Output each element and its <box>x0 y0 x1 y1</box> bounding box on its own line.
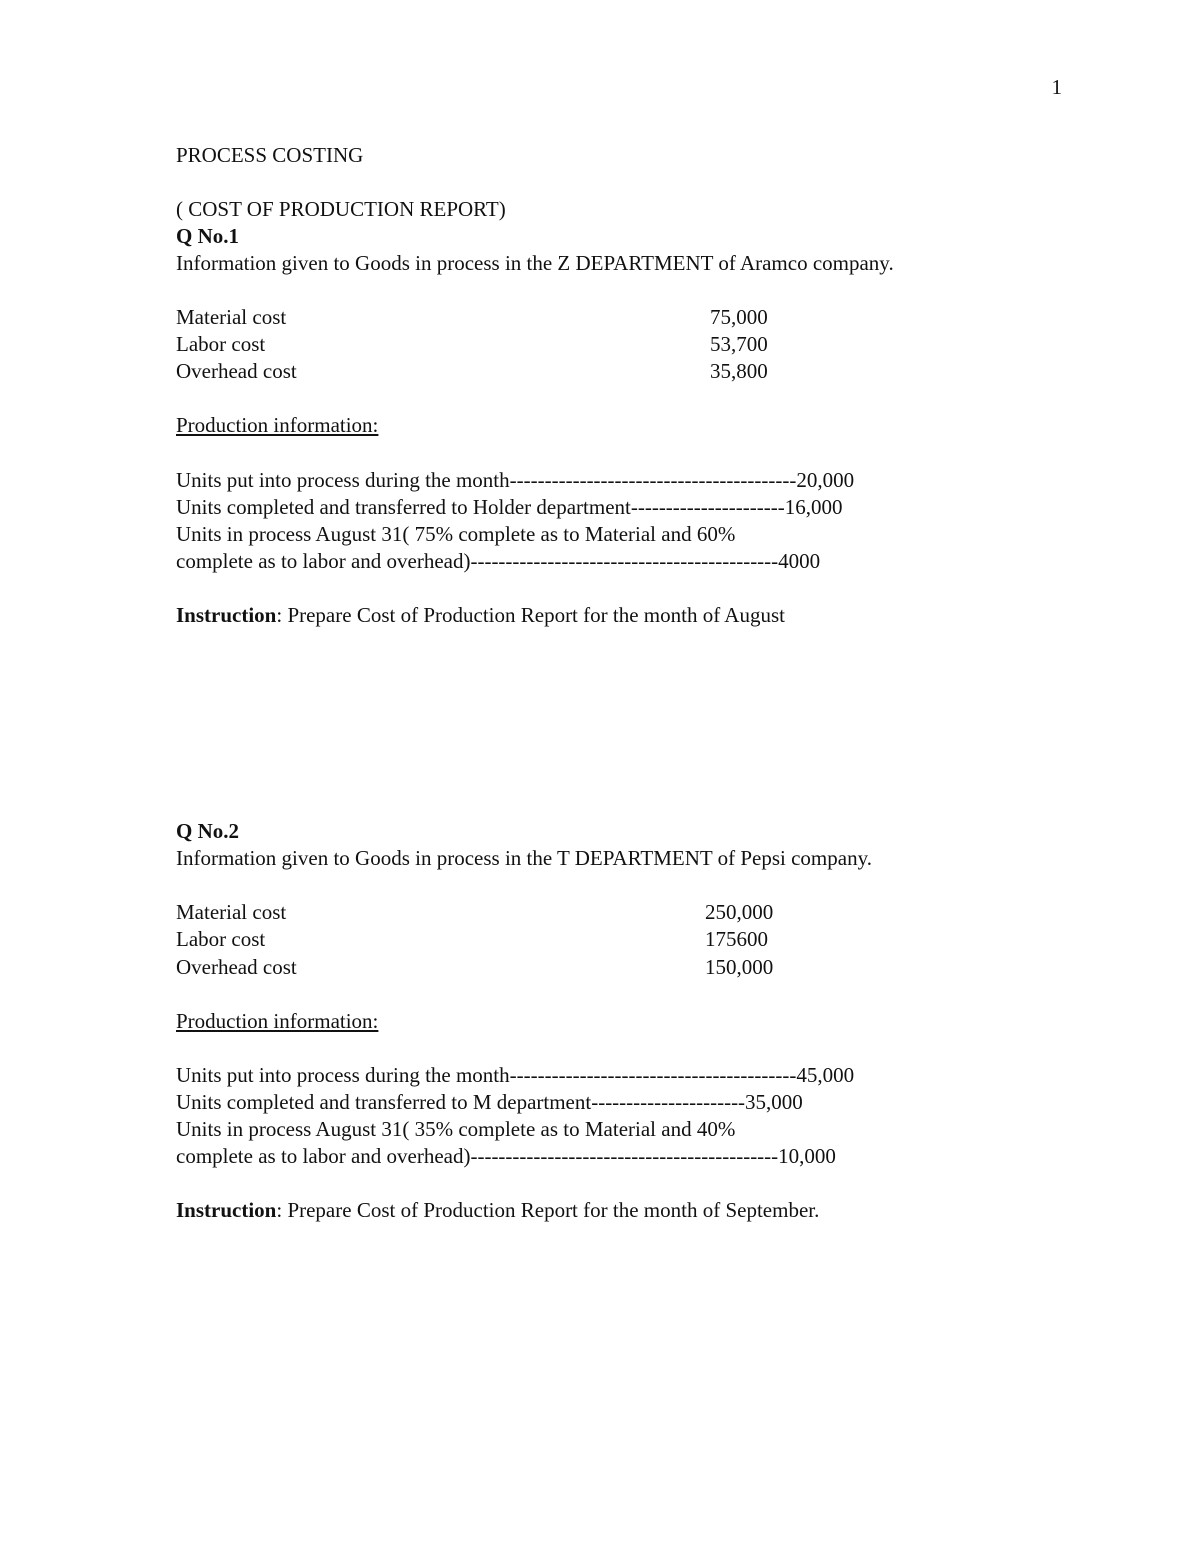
question-2-instruction <box>176 1197 819 1224</box>
question-1-instruction-label: Instruction <box>176 603 277 627</box>
question-1-label: Q No.1 <box>176 224 239 248</box>
question-1-overhead-cost-label: Overhead cost <box>176 359 297 383</box>
question-2-label: Q No.2 <box>176 819 239 843</box>
question-1-production-line: Units completed and transferred to Holder department----------------------16,000 <box>176 495 843 519</box>
question-1-labor-cost-label: Labor cost <box>176 332 266 356</box>
question-2-instruction-text: : Prepare Cost of Production Report for the month of September. <box>276 1198 820 1222</box>
question-1-labor-cost-value: 53,700 <box>710 332 768 356</box>
question-2-material-cost-label: Material cost <box>176 900 287 924</box>
question-1-material-cost-label: Material cost <box>176 305 287 329</box>
question-1-instruction-text: : Prepare Cost of Production Report for the month of August <box>276 603 785 627</box>
question-1-production-heading: Production information: <box>176 413 379 437</box>
question-2-material-cost-value: 250,000 <box>705 900 774 924</box>
question-2-production-line: Units put into process during the month-----------------------------------------45,000 <box>176 1063 855 1087</box>
question-2-production-line: Units completed and transferred to M department----------------------35,000 <box>176 1090 803 1114</box>
question-1-intro: Information given to Goods in process in the Z DEPARTMENT of Aramco company. <box>176 251 894 275</box>
question-1-overhead-cost-value: 35,800 <box>710 359 768 383</box>
question-2-production-line: Units in process August 31( 35% complete as to Material and 40% <box>176 1117 736 1141</box>
question-2-overhead-cost-label: Overhead cost <box>176 955 297 979</box>
question-2-overhead-cost-value: 150,000 <box>705 955 774 979</box>
question-2-production-line: complete as to labor and overhead)--------------------------------------------10,000 <box>176 1144 836 1168</box>
question-2-intro: Information given to Goods in process in the T DEPARTMENT of Pepsi company. <box>176 846 872 870</box>
document-heading: PROCESS COSTING <box>176 143 364 167</box>
question-1-instruction <box>176 602 785 629</box>
question-1-production-line: complete as to labor and overhead)--------------------------------------------4000 <box>176 549 821 573</box>
question-2-labor-cost-value: 175600 <box>705 927 768 951</box>
question-2-labor-cost-label: Labor cost <box>176 927 266 951</box>
page-number: 1 <box>1051 75 1062 99</box>
question-2-instruction-label: Instruction <box>176 1198 277 1222</box>
question-1-production-line: Units in process August 31( 75% complete as to Material and 60% <box>176 522 736 546</box>
document-subheading: ( COST OF PRODUCTION REPORT) <box>176 197 506 221</box>
question-2-production-heading: Production information: <box>176 1009 379 1033</box>
question-1-production-line: Units put into process during the month-----------------------------------------20,000 <box>176 468 855 492</box>
question-1-material-cost-value: 75,000 <box>710 305 768 329</box>
